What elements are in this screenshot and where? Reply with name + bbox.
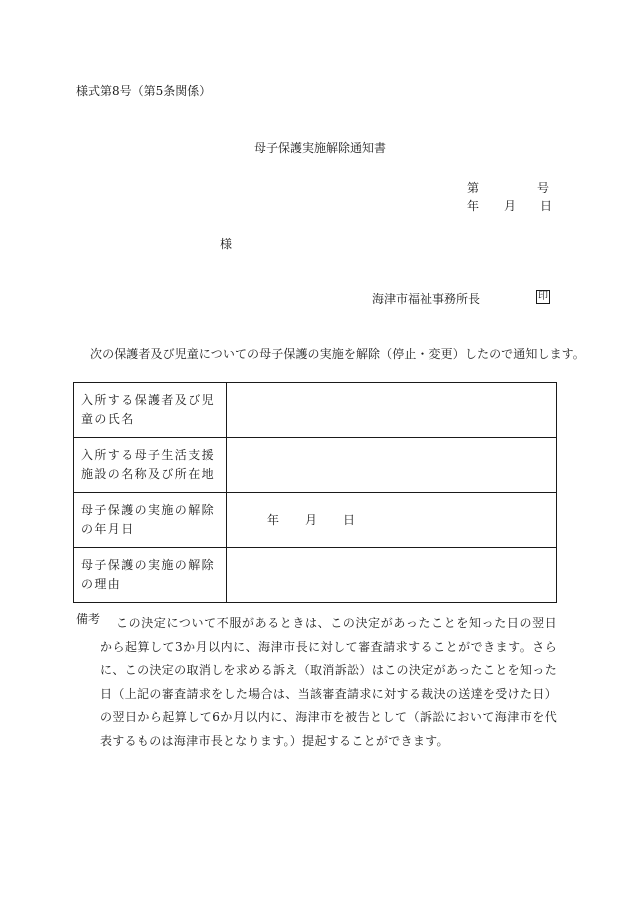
form-number: 様式第8号（第5条関係） <box>76 84 212 98</box>
row-label-facility: 入所する母子生活支援施設の名称及び所在地 <box>74 438 227 493</box>
release-date-year-label: 年 <box>267 512 280 527</box>
date-month-label: 月 <box>504 199 517 213</box>
row-label-names: 入所する保護者及び児童の氏名 <box>74 383 227 438</box>
date-year-label: 年 <box>467 199 480 213</box>
remarks-text: この決定について不服があるときは、この決定があったことを知った日の翌日から起算して3か月以内に、海津市長に対して審査請求することができます。さらに、この決定の取消しを求める訴え（取消訴訟）はこの決定があったことを知った日（上記の審査請求をした場合は、当該審査請求に対する裁決の送達を受けた日）の翌日から起算して6か月以内に、海津市を被告として（訴訟において海津市を代表するものは海津市長となります。）提起することができます。 <box>100 616 557 748</box>
table-row <box>74 493 557 548</box>
remarks-label: 備考 <box>76 612 101 626</box>
doc-number-prefix: 第 <box>467 181 480 195</box>
release-date-month-label: 月 <box>305 512 318 527</box>
issuer-name: 海津市福祉事務所長 <box>372 292 481 306</box>
table-row <box>74 548 557 603</box>
release-date-day-label: 日 <box>343 512 356 527</box>
info-table <box>73 382 557 603</box>
document-title: 母子保護実施解除通知書 <box>253 141 386 155</box>
row-value-release-date <box>227 493 557 548</box>
row-label-reason: 母子保護の実施の解除の理由 <box>74 548 227 603</box>
seal-mark: 印 <box>538 291 548 302</box>
intro-text: 次の保護者及び児童についての母子保護の実施を解除（停止・変更）したので通知します。 <box>90 347 585 361</box>
row-value-reason <box>227 548 557 603</box>
table-row <box>74 438 557 493</box>
row-value-facility <box>227 438 557 493</box>
row-value-names <box>227 383 557 438</box>
table-row <box>74 383 557 438</box>
row-label-release-date: 母子保護の実施の解除の年月日 <box>74 493 227 548</box>
doc-number-suffix: 号 <box>537 181 550 195</box>
date-day-label: 日 <box>540 199 553 213</box>
addressee-honorific: 様 <box>220 237 233 251</box>
